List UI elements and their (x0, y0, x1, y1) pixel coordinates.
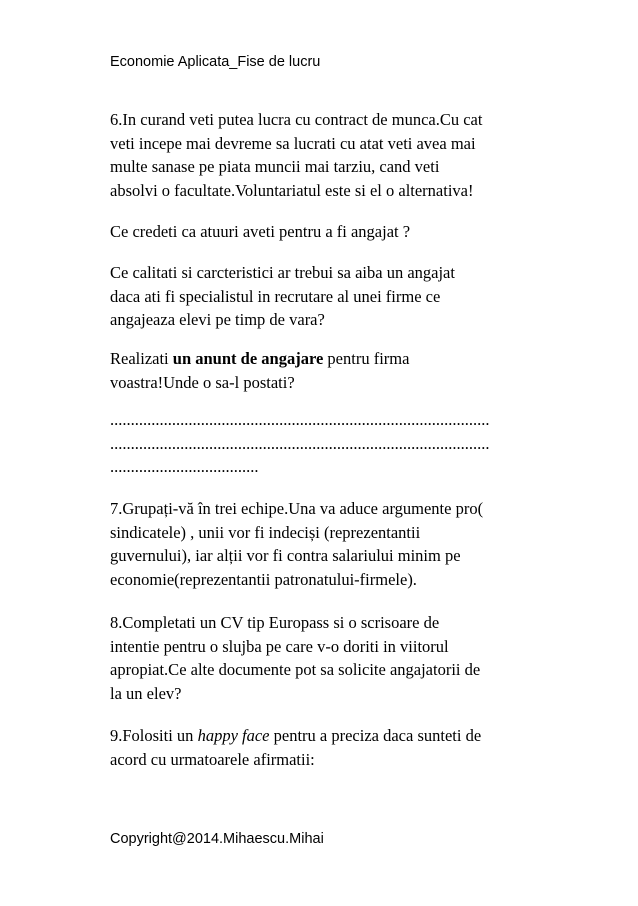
paragraph-line: intentie pentru o slujba pe care v-o doriti in viitorul (110, 636, 449, 656)
dotted-line: .................................... (110, 457, 259, 476)
text-span: pentru firma (323, 349, 410, 368)
paragraph-line: guvernului), iar alții vor fi contra salariului minim pe (110, 546, 461, 565)
paragraph-7 (110, 497, 540, 591)
paragraph-line: angajeaza elevi pe timp de vara? (110, 310, 325, 329)
question-qualities (110, 261, 540, 332)
paragraph-line: voastra!Unde o sa-l postati? (110, 372, 295, 392)
italic-text: happy face (197, 726, 270, 745)
paragraph-6 (110, 108, 540, 202)
paragraph-line: economie(reprezentantii patronatului-firmele). (110, 569, 417, 589)
paragraph-8 (110, 611, 540, 705)
page-header: Economie Aplicata_Fise de lucru (110, 54, 321, 70)
bold-text: un anunt de angajare (172, 349, 324, 368)
paragraph-line: veti incepe mai devreme sa lucrati cu atat veti avea mai (110, 133, 476, 153)
dotted-line: ............................................................................................ (110, 433, 490, 453)
question-job-ad (110, 347, 540, 394)
paragraph-line: 7.Grupați-vă în trei echipe.Una va aduce argumente pro( (110, 499, 484, 518)
paragraph-line: sindicatele) , unii vor fi indeciși (reprezentantii (110, 522, 421, 542)
paragraph-line (110, 724, 540, 748)
paragraph-line: daca ati fi specialistul in recrutare al unei firme ce (110, 286, 441, 306)
paragraph-line: acord cu urmatoarele afirmatii: (110, 749, 315, 769)
paragraph-line: 8.Completati un CV tip Europass si o scrisoare de (110, 613, 440, 632)
paragraph-line: Ce credeti ca atuuri aveti pentru a fi angajat ? (110, 222, 411, 241)
paragraph-line (110, 347, 540, 371)
paragraph-line: Ce calitati si carcteristici ar trebui sa aiba un angajat (110, 263, 455, 282)
text-span: Realizati (110, 349, 173, 368)
paragraph-line: 6.In curand veti putea lucra cu contract de munca.Cu cat (110, 110, 483, 129)
text-span: 9.Folositi un (110, 726, 198, 745)
paragraph-line: la un elev? (110, 683, 182, 703)
text-span: pentru a preciza daca sunteti de (269, 726, 482, 745)
answer-dotted-lines (110, 408, 530, 479)
page-footer: Copyright@2014.Mihaescu.Mihai (110, 831, 324, 847)
paragraph-line: absolvi o facultate.Voluntariatul este si el o alternativa! (110, 180, 474, 200)
question-strengths (110, 220, 540, 244)
paragraph-line: multe sanase pe piata muncii mai tarziu, cand veti (110, 157, 440, 176)
paragraph-line: apropiat.Ce alte documente pot sa solicite angajatorii de (110, 660, 481, 679)
dotted-line: ............................................................................................ (110, 410, 490, 429)
paragraph-9 (110, 724, 540, 771)
